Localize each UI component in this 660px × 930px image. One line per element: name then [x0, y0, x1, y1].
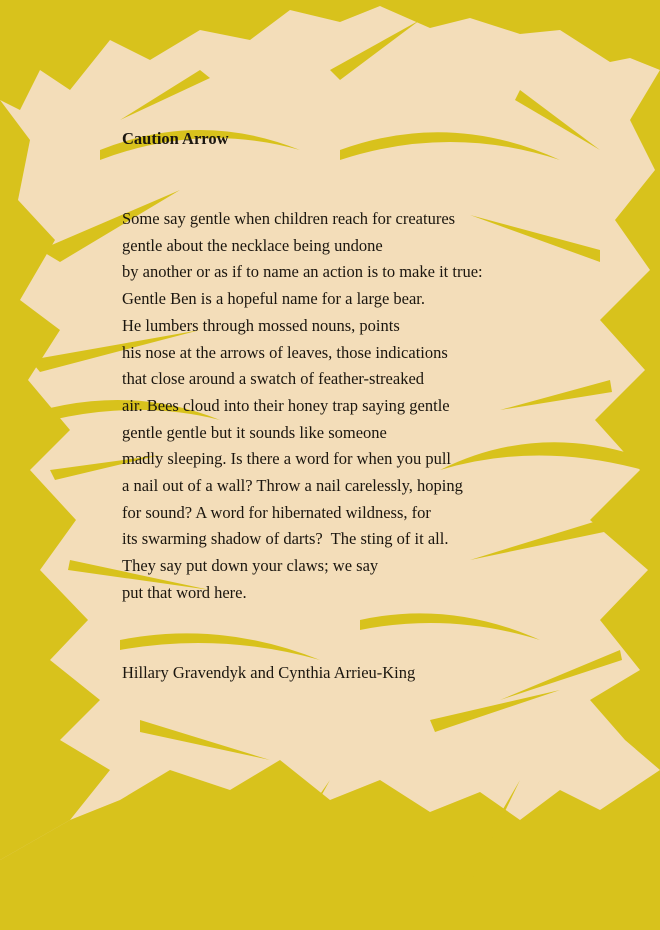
poem-title: Caution Arrow [122, 129, 229, 148]
poem-block [122, 126, 642, 686]
poem-body [122, 206, 642, 607]
poem-line: gentle about the necklace being undone [122, 235, 383, 255]
poem-line: Gentle Ben is a hopeful name for a large bear. [122, 289, 425, 309]
poem-line: Some say gentle when children reach for creatures [122, 209, 456, 228]
poem-line: He lumbers through mossed nouns, points [122, 315, 400, 335]
poem-line: by another or as if to name an action is to make it true: [122, 262, 483, 282]
poem-line: gentle gentle but it sounds like someone [122, 422, 387, 442]
poem-line: madly sleeping. Is there a word for when you pull [122, 449, 452, 469]
poem-authors: Hillary Gravendyk and Cynthia Arrieu-King [122, 662, 416, 682]
poem-line: its swarming shadow of darts? The sting of it all. [122, 529, 449, 549]
poem-line: his nose at the arrows of leaves, those indications [122, 342, 448, 362]
poem-line: a nail out of a wall? Throw a nail carelessly, hoping [122, 476, 463, 496]
poem-line: air. Bees cloud into their honey trap saying gentle [122, 395, 450, 415]
poem-line: They say put down your claws; we say [122, 556, 379, 576]
poem-line: put that word here. [122, 582, 247, 602]
poem-line: for sound? A word for hibernated wildness, for [122, 502, 431, 522]
poem-line: that close around a swatch of feather-streaked [122, 369, 425, 389]
